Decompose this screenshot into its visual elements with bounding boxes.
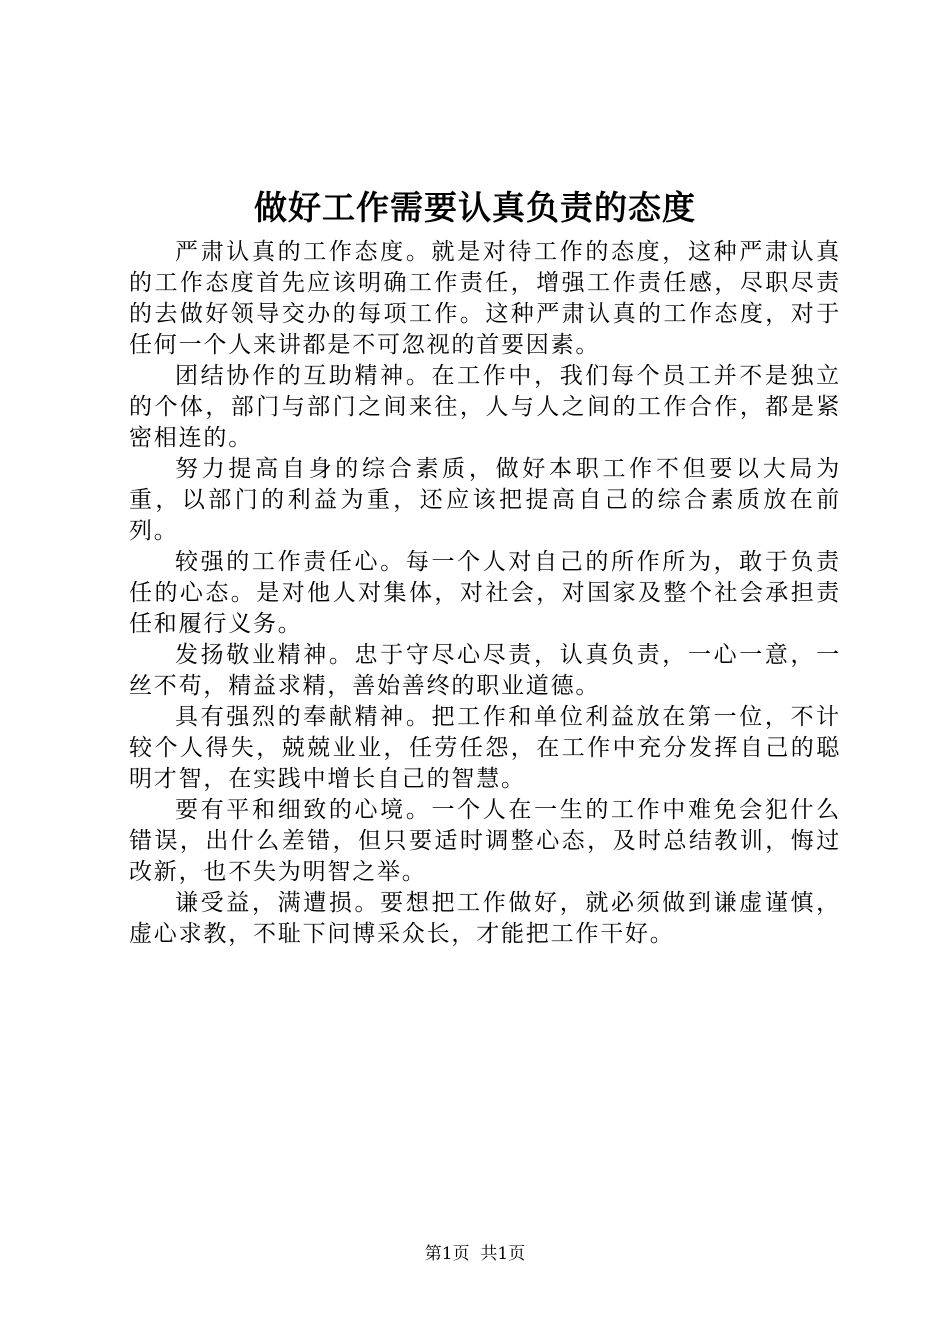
- paragraph: 谦受益，满遭损。要想把工作做好，就必须做到谦虚谨慎，虚心求教，不耻下问博采众长，才能把工作干好。: [129, 890, 841, 947]
- page-footer: [0, 1242, 950, 1266]
- paragraph: 具有强烈的奉献精神。把工作和单位利益放在第一位，不计较个人得失，兢兢业业，任劳任怨，在工作中充分发挥自己的聪明才智，在实践中增长自己的智慧。: [129, 704, 841, 792]
- paragraph: 要有平和细致的心境。一个人在一生的工作中难免会犯什么错误，出什么差错，但只要适时调整心态，及时总结教训，悔过改新，也不失为明智之举。: [129, 797, 841, 885]
- page-number-current: 第1页: [424, 1244, 470, 1264]
- footer-spacer: [470, 1244, 481, 1264]
- paragraph: 发扬敬业精神。忠于守尽心尽责，认真负责，一心一意，一丝不苟，精益求精，善始善终的职业道德。: [129, 642, 841, 699]
- page-number-total: 共1页: [480, 1244, 526, 1264]
- paragraph: 努力提高自身的综合素质，做好本职工作不但要以大局为重，以部门的利益为重，还应该把提高自己的综合素质放在前列。: [129, 456, 841, 544]
- document-body: [129, 237, 841, 950]
- paragraph: 较强的工作责任心。每一个人对自己的所作所为，敢于负责任的心态。是对他人对集体，对社会，对国家及整个社会承担责任和履行义务。: [129, 549, 841, 637]
- paragraph: 严肃认真的工作态度。就是对待工作的态度，这种严肃认真的工作态度首先应该明确工作责任，增强工作责任感，尽职尽责的去做好领导交办的每项工作。这种严肃认真的工作态度，对于任何一个人来讲都是不可忽视的首要因素。: [129, 239, 841, 358]
- document-title: 做好工作需要认真负责的态度: [254, 188, 696, 227]
- paragraph: 团结协作的互助精神。在工作中，我们每个员工并不是独立的个体，部门与部门之间来往，人与人之间的工作合作，都是紧密相连的。: [129, 363, 841, 451]
